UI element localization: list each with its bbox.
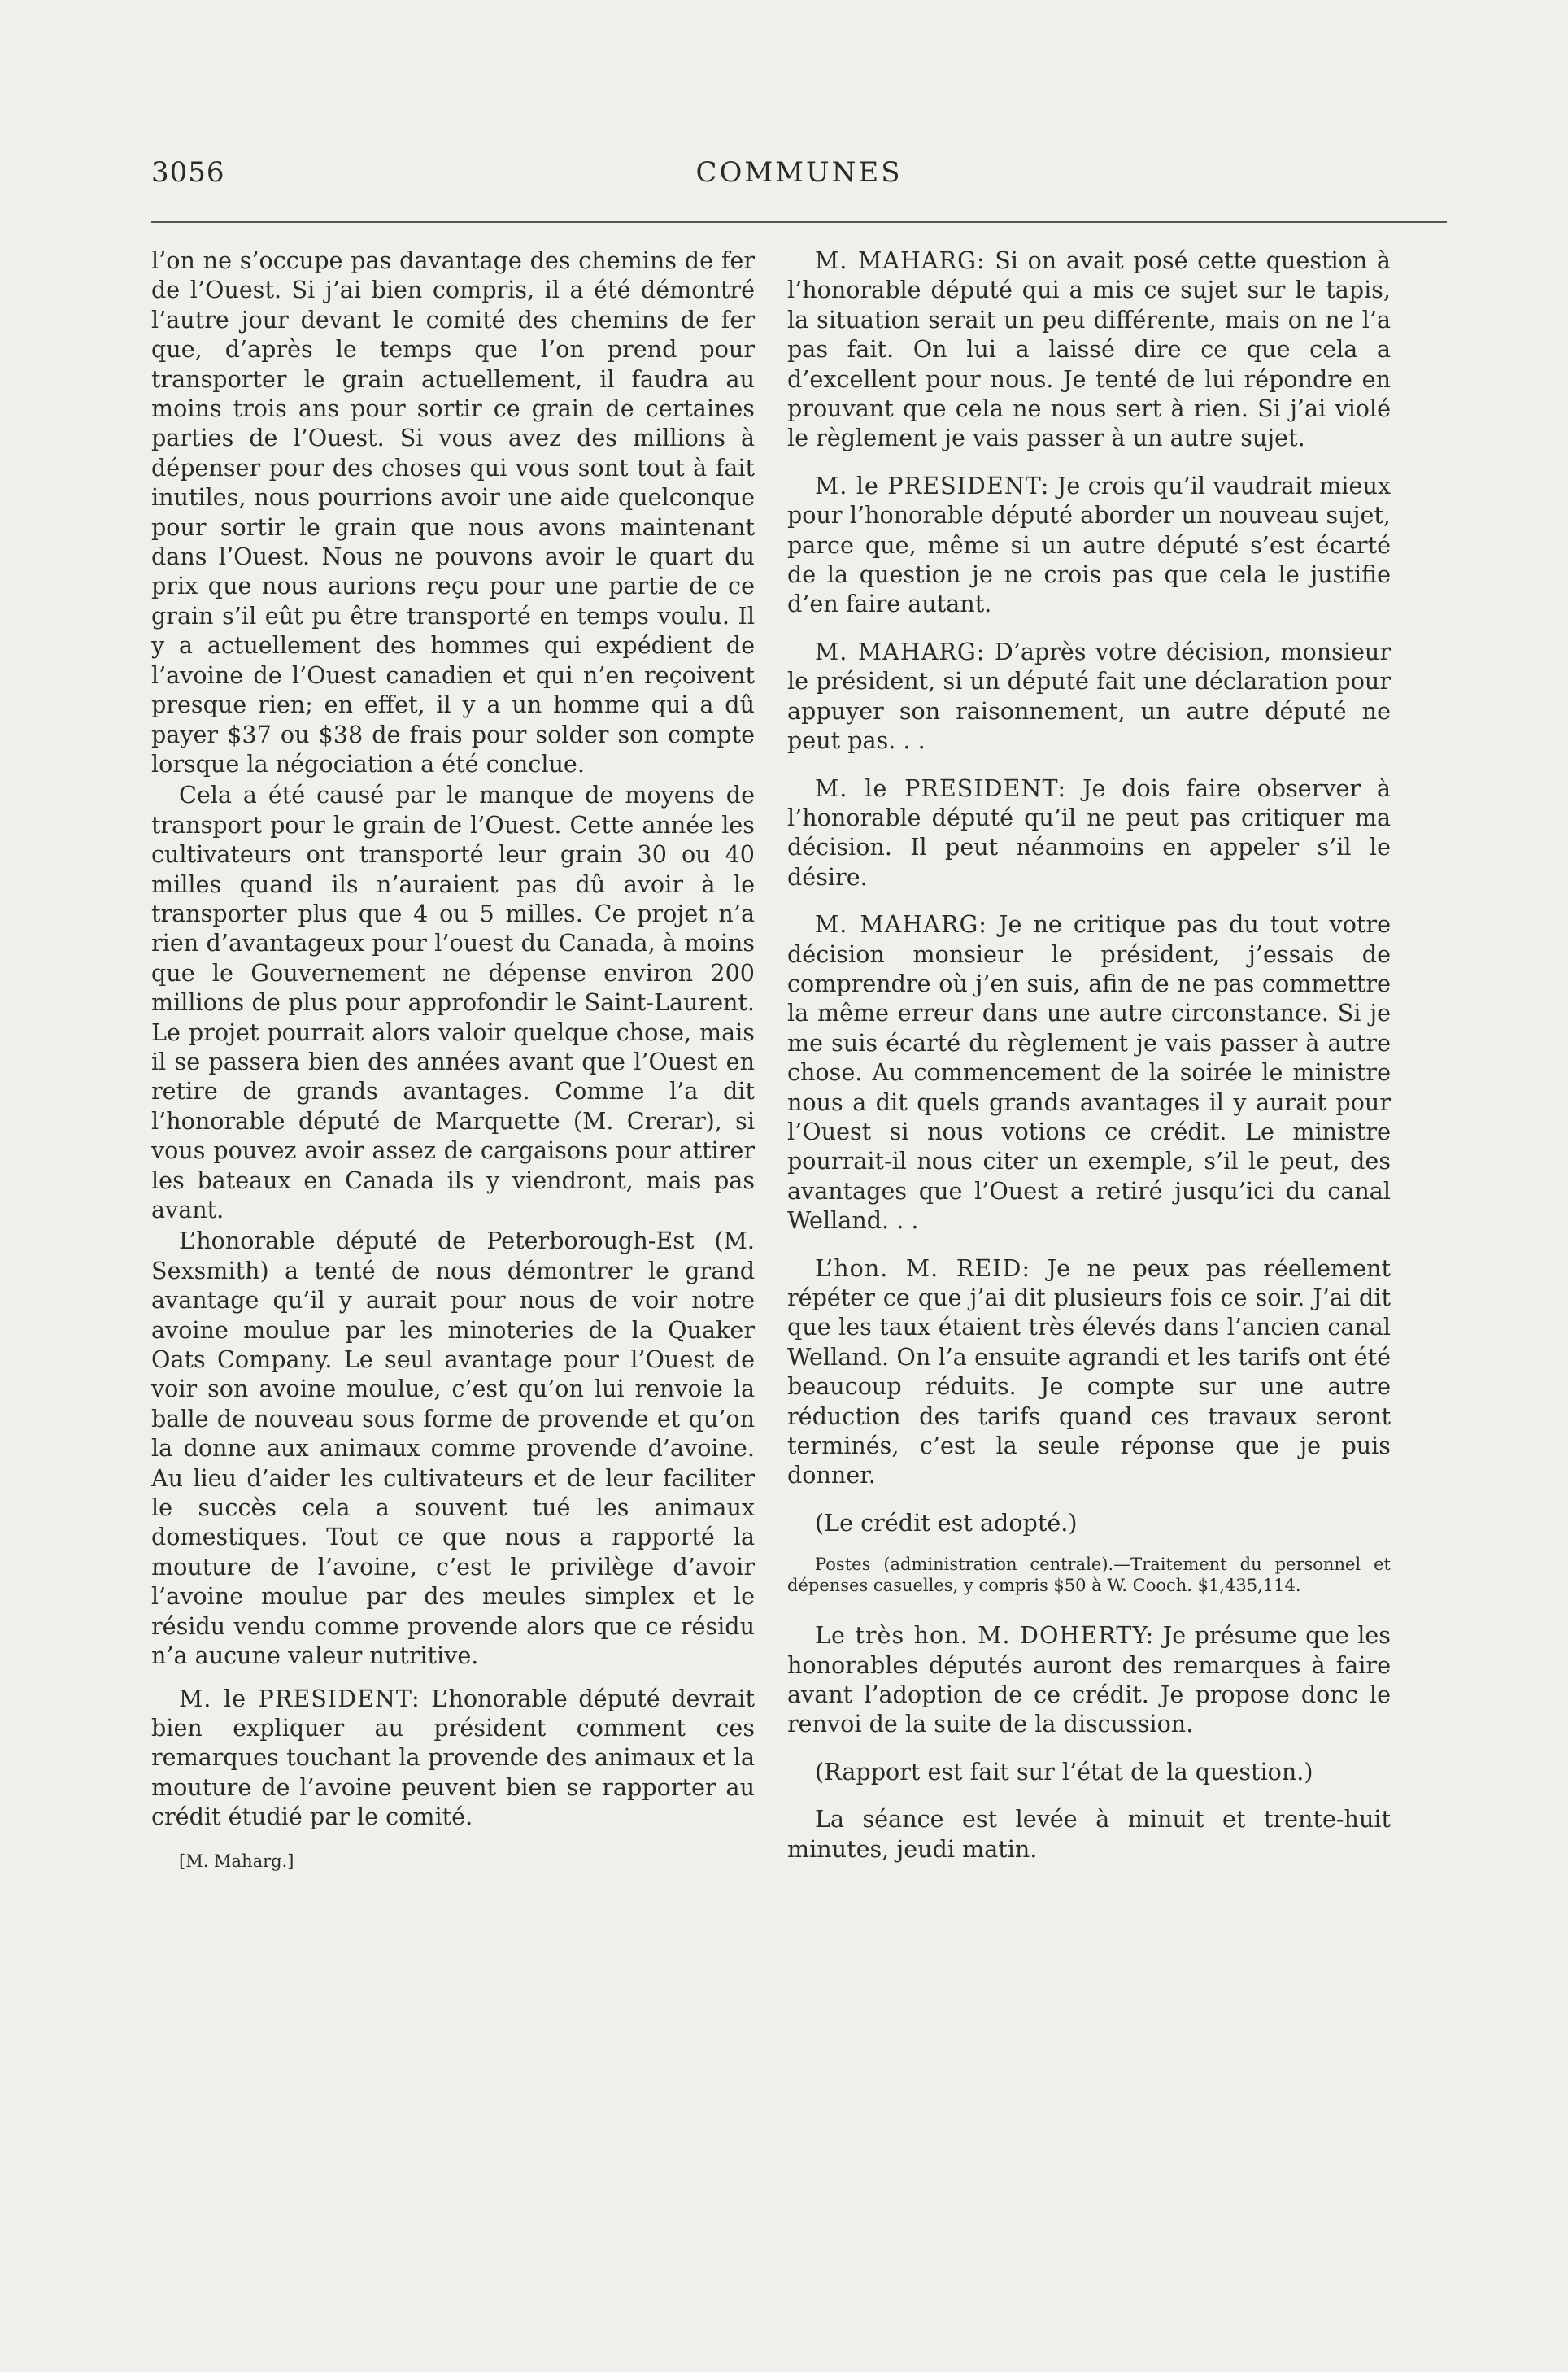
paragraph: Cela a été causé par le manque de moyens de transport pour le grain de l’Ouest. Cette année les cultivateurs ont transporté leur grain 30 ou 40 milles quand ils n’auraient pas dû avoir à le transporter plus que 4 ou 5 milles. Ce projet n’a rien d’avantageux pour l’ouest du Canada, à moins que le Gouvernement ne dépense environ 200 millions de plus pour approfondir le Saint-Laurent. Le projet pourrait alors valoir quelque chose, mais il se passera bien des années avant que l’Ouest en retire de grands avantages. Comme l’a dit l’honorable député de Marquette (M. Crerar), si vous pouvez avoir assez de cargaisons pour attirer les bateaux en Canada ils y viendront, mais pas avant. <box>151 781 755 1223</box>
speaker-name: M. MAHARG: <box>815 637 986 665</box>
speech-text: Je ne critique pas du tout votre décision monsieur le président, j’essais de comprendre où j’en suis, afin de ne pas commettre la même erreur dans une autre circonstance. Si je me suis écarté du règlement je vais passer à autre chose. Au commencement de la soirée le ministre nous a dit quels grands avantages il y aurait pour l’Ouest si nous votions ce crédit. Le ministre pourrait-il nous citer un exemple, s’il le peut, des avantages que l’Ouest a retiré jusqu’ici du canal Welland. . . <box>787 910 1391 1235</box>
page-header <box>151 156 1447 205</box>
procedural-note: (Le crédit est adopté.) <box>815 1508 1078 1537</box>
speech-text: Je crois qu’il vaudrait mieux pour l’honorable député aborder un nouveau sujet, parce que, même si un autre député s’est écarté de la question je ne crois pas que cela le justifie d’en faire autant. <box>787 471 1392 618</box>
paragraph: l’on ne s’occupe pas davantage des chemins de fer de l’Ouest. Si j’ai bien compris, il a été démontré l’autre jour devant le comité des chemins de fer que, d’après le temps que l’on prend pour transporter le grain actuellement, il faudra au moins trois ans pour sortir ce grain de certaines parties de l’Ouest. Si vous avez des millions à dépenser pour des choses qui vous sont tout à fait inutiles, nous pourrions avoir une aide quelconque pour sortir le grain que nous avons maintenant dans l’Ouest. Nous ne pouvons avoir le quart du prix que nous aurions reçu pour une partie de ce grain s’il eût pu être transporté en temps voulu. Il y a actuellement des hommes qui expédient de l’avoine de l’Ouest canadien et qui n’en reçoivent presque rien; en effet, il y a un homme qui a dû payer $37 ou $38 de frais pour solder son compte lorsque la négociation a été conclue. <box>151 246 755 778</box>
speaker-signature: [M. Maharg.] <box>179 1851 294 1871</box>
right-column <box>787 246 1391 1881</box>
paragraph <box>787 909 1391 1235</box>
speaker-name: M. MAHARG: <box>815 910 987 939</box>
page-number: 3056 <box>151 156 225 189</box>
closing-note: La séance est levée à minuit et trente-huit minutes, jeudi matin. <box>787 1805 1391 1863</box>
paragraph <box>151 1684 755 1832</box>
procedural-note: (Rapport est fait sur l’état de la question.) <box>815 1757 1313 1786</box>
header-rule <box>151 221 1447 223</box>
speech-text: Je présume que les honorables députés auront des remarques à faire avant l’adoption de ce crédit. Je propose donc le renvoi de la suite de la discussion. <box>787 1621 1391 1738</box>
speaker-name: M. le PRESIDENT: <box>815 471 1050 499</box>
paragraph <box>787 1254 1391 1490</box>
paragraph <box>787 1620 1391 1739</box>
speech-text: L’honorable député devrait bien expliquer au président comment ces remarques touchant la provende des animaux et la mouture de l’avoine peuvent bien se rapporter au crédit étudié par le comité. <box>151 1684 755 1831</box>
speech-text: Je dois faire observer à l’honorable député qu’il ne peut pas critiquer ma décision. Il peut néanmoins en appeler s’il le désire. <box>787 774 1391 891</box>
speech-text: Je ne peux pas réellement répéter ce que j’ai dit plusieurs fois ce soir. J’ai dit que les taux étaient très élevés dans l’ancien canal Welland. On l’a ensuite agrandi et les tarifs ont été beaucoup réduits. Je compte sur une autre réduction des tarifs quand ces travaux seront terminés, c’est la seule réponse que je puis donner. <box>787 1254 1391 1489</box>
paragraph <box>787 246 1391 453</box>
running-head: COMMUNES <box>695 156 903 189</box>
speaker-name: M. le PRESIDENT: <box>179 1684 420 1712</box>
speaker-name: L’hon. M. REID: <box>815 1254 1031 1282</box>
paragraph: L’honorable député de Peterborough-Est (M. Sexsmith) a tenté de nous démontrer le grand avantage qu’il y aurait pour nous de voir notre avoine moulue par les minoteries de la Quaker Oats Company. Le seul avantage pour l’Ouest de voir son avoine moulue, c’est qu’on lui renvoie la balle de nouveau sous forme de provende et qu’on la donne aux animaux comme provende d’avoine. Au lieu d’aider les cultivateurs et de leur faciliter le succès cela a souvent tué les animaux domestiques. Tout ce que nous a rapporté la mouture de l’avoine, c’est le privilège d’avoir l’avoine moulue par des meules simplex et le résidu vendu comme provende alors que ce résidu n’a aucune valeur nutritive. <box>151 1227 755 1670</box>
speech-text: D’après votre décision, monsieur le président, si un député fait une déclaration pour appuyer son raisonnement, un autre député ne peut pas. . . <box>787 637 1391 755</box>
speaker-name: M. MAHARG: <box>815 246 986 274</box>
estimate-item: Postes (administration centrale).—Traitement du personnel et dépenses casuelles, y compris $50 à W. Cooch. $1,435,114. <box>787 1554 1391 1596</box>
paragraph <box>787 774 1391 892</box>
speaker-name: Le très hon. M. DOHERTY: <box>815 1621 1155 1650</box>
left-column <box>151 246 755 1876</box>
speech-text: Si on avait posé cette question à l’honorable député qui a mis ce sujet sur le tapis, la situation serait un peu différente, mais on ne l’a pas fait. On lui a laissé dire ce que cela a d’excellent pour nous. Je tenté de lui répondre en prouvant que cela ne nous sert à rien. Si j’ai violé le règlement je vais passer à un autre sujet. <box>787 246 1391 452</box>
paragraph <box>787 471 1391 619</box>
speaker-name: M. le PRESIDENT: <box>815 774 1067 802</box>
paragraph <box>787 637 1391 756</box>
